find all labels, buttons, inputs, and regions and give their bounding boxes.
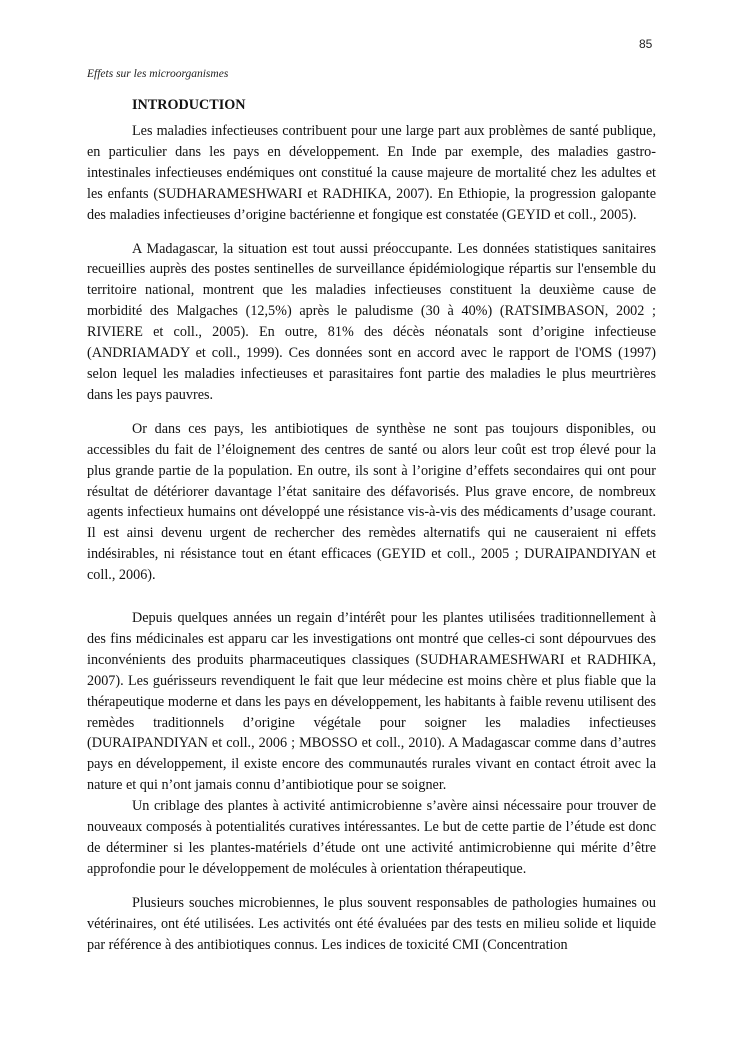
paragraph: A Madagascar, la situation est tout aussi préoccupante. Les données statistiques sanitaires recueillies auprès des postes sentinelles de surveillance épidémiologique répartis sur l'ensemble du territoire national, montrent que les maladies infectieuses constituent la deuxième cause de morbidité des Malgaches (12,5%) après le paludisme (30 à 40%) (RATSIMBASON, 2002 ; RIVIERE et coll., 2005). En outre, 81% des décès néonatals sont d’origine infectieuse (ANDRIAMADY et coll., 1999). Ces données sont en accord avec le rapport de l'OMS (1997) selon lequel les maladies infectieuses et parasitaires font partie des maladies le plus meurtrières dans les pays pauvres. bbox=[87, 240, 656, 403]
paragraph: Plusieurs souches microbiennes, le plus souvent responsables de pathologies humaines ou vétérinaires, ont été utilisées. Les activités ont été évaluées par des tests en milieu solide et liquide par référence à des antibiotiques connus. Les indices de toxicité CMI (Concentration bbox=[87, 894, 656, 953]
paragraph: Depuis quelques années un regain d’intérêt pour les plantes utilisées traditionnellement à des fins médicinales est apparu car les investigations ont montré que celles-ci sont dépourvues des inconvénients des produits pharmaceutiques classiques (SUDHARAMESHWARI et RADHIKA, 2007). Les guérisseurs revendiquent le fait que leur médecine est moins chère et plus fiable que la thérapeutique moderne et dans les pays en développement, les habitants à faible revenu utilisent des remèdes traditionnels d’origine végétale pour soigner les maladies infectieuses (DURAIPANDIYAN et coll., 2006 ; MBOSSO et coll., 2010). A Madagascar comme dans d’autres pays en développement, il existe encore des communautés rurales vivant en contact étroit avec la nature et qui n’ont jamais connu d’antibiotique pour se soigner. bbox=[87, 610, 656, 794]
page-number: 85 bbox=[639, 37, 653, 51]
paragraph: Un criblage des plantes à activité antimicrobienne s’avère ainsi nécessaire pour trouver de nouveaux composés à potentialités curatives intéressantes. Le but de cette partie de l’étude est donc de déterminer si les plantes-matériels d’étude ont une activité antimicrobienne qui mérite d’être approfondie pour le développement de molécules à orientation thérapeutique. bbox=[87, 798, 656, 877]
paragraph: Or dans ces pays, les antibiotiques de synthèse ne sont pas toujours disponibles, ou accessibles du fait de l’éloignement des centres de santé ou alors leur coût est trop élevé pour la plus grande partie de la population. En outre, ils sont à l’origine d’effets secondaires qui ont pour résultat de détériorer davantage l’état sanitaire des défavorisés. Plus grave encore, de nombreux agents infectieux humains ont développé une résistance vis-à-vis des médicaments d’usage courant. Il est ainsi devenu urgent de rechercher des remèdes alternatifs qui ne causeraient ni effets indésirables, ni résistance tout en étant efficaces (GEYID et coll., 2005 ; DURAIPANDIYAN et coll., 2006). bbox=[87, 420, 656, 584]
section-title: INTRODUCTION bbox=[132, 97, 246, 113]
running-header: Effets sur les microorganismes bbox=[87, 68, 229, 80]
document-body bbox=[87, 94, 656, 956]
paragraph: Les maladies infectieuses contribuent pour une large part aux problèmes de santé publique, en particulier dans les pays en développement. En Inde par exemple, des maladies gastro-intestinales infectieuses endémiques ont constitué la cause majeure de mortalité chez les adultes et les enfants (SUDHARAMESHWARI et RADHIKA, 2007). En Ethiopie, la progression galopante des maladies infectieuses d’origine bactérienne et fongique est constatée (GEYID et coll., 2005). bbox=[87, 123, 656, 223]
